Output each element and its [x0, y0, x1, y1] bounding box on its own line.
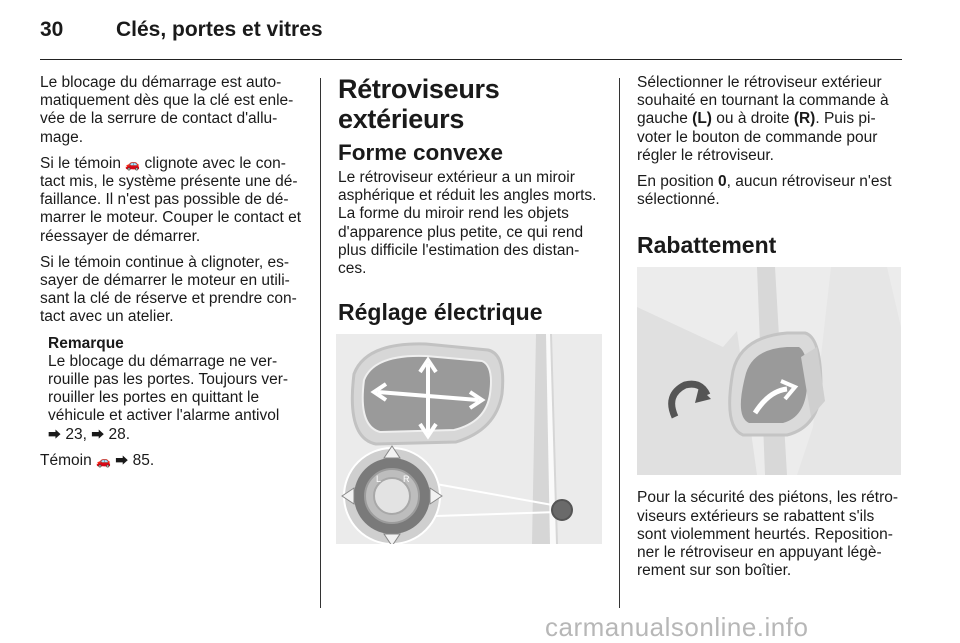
text: En position [637, 173, 718, 191]
label-right: (R) [793, 110, 816, 128]
mirror-fold-illustration [637, 267, 901, 475]
page-reference-arrow-icon[interactable]: ⮕ [115, 452, 129, 468]
paragraph: Pour la sécurité des piétons, les rétro-viseurs extérieurs se rabattent s'ils sont violemment heurtés. Reposition-ner le rétroviseur en appuyant légè-rement sur son boîtier. [637, 489, 899, 580]
text: Si le témoin [40, 154, 126, 172]
paragraph: Le blocage du démarrage est auto-matiquement dès que la clé est enle-vée de la serrure de contact d'allu-mage. [40, 74, 294, 146]
page-reference-arrow-icon[interactable]: ⮕ [91, 426, 105, 442]
position-zero: 0 [718, 173, 727, 191]
remark-box [48, 335, 306, 444]
page-ref[interactable]: 28. [104, 425, 131, 443]
subsection-title: Réglage électrique [338, 299, 543, 326]
page-header [40, 18, 323, 42]
mirror-adjust-illustration [336, 334, 602, 544]
left-label: L [376, 474, 382, 485]
column-3 [637, 74, 907, 588]
page-number: 30 [40, 18, 64, 41]
mirror-fold-drawing [637, 267, 901, 475]
column-divider [320, 78, 321, 608]
immobilizer-warning-icon: 🚗 [125, 156, 141, 171]
page-ref[interactable]: 85. [128, 451, 155, 469]
text: clignote avec le con-tact mis, le système présente une dé-faillance. Il n'est pas possible de dé-marrer le moteur. Couper le contact et réessayer de démarrer. [40, 154, 302, 245]
column-divider [619, 78, 620, 608]
text: ou à droite [711, 110, 794, 128]
paragraph [40, 452, 306, 470]
paragraph [40, 155, 306, 246]
page-reference-arrow-icon[interactable]: ⮕ [48, 426, 62, 442]
text: . Puis pi-voter le bouton de commande pour régler le rétroviseur. [637, 110, 878, 164]
label-left: (L) [692, 110, 712, 128]
text: Sélectionner le rétroviseur extérieur souhaité en tournant la commande à gauche [637, 74, 889, 128]
remark-title: Remarque [48, 334, 124, 352]
text: Le blocage du démarrage ne ver-rouille pas les portes. Toujours ver-rouiller les portes en quittant le véhicule et activer l'alarme antivol [48, 352, 289, 425]
watermark: carmanualsonline.info [545, 612, 809, 642]
paragraph [637, 74, 907, 165]
column-1 [40, 74, 306, 478]
column-2 [338, 74, 606, 544]
page-ref[interactable]: 23, [61, 425, 92, 443]
subsection-title: Rabattement [637, 232, 777, 259]
subsection-title: Forme convexe [338, 140, 504, 165]
mirror-adjust-drawing [336, 334, 602, 544]
remark-text [48, 353, 306, 444]
paragraph: Le rétroviseur extérieur a un miroir asphérique et réduit les angles morts. La forme du miroir rend les objets d'apparence plus petite, ce qui rend plus difficile l'estimation des distan-ces. [338, 169, 597, 278]
immobilizer-warning-icon: 🚗 [96, 453, 111, 468]
paragraph [637, 173, 907, 209]
section-title: Rétroviseurs extérieurs [338, 74, 500, 134]
chapter-title: Clés, portes et vitres [116, 18, 323, 41]
right-label: R [403, 474, 410, 485]
text: , aucun rétroviseur n'est sélectionné. [637, 173, 892, 209]
paragraph: Si le témoin continue à clignoter, es-sayer de démarrer le moteur en utili-sant la clé de réserve et prendre con-tact avec un atelier. [40, 253, 297, 326]
header-rule [40, 59, 902, 60]
text: Témoin [40, 451, 96, 469]
